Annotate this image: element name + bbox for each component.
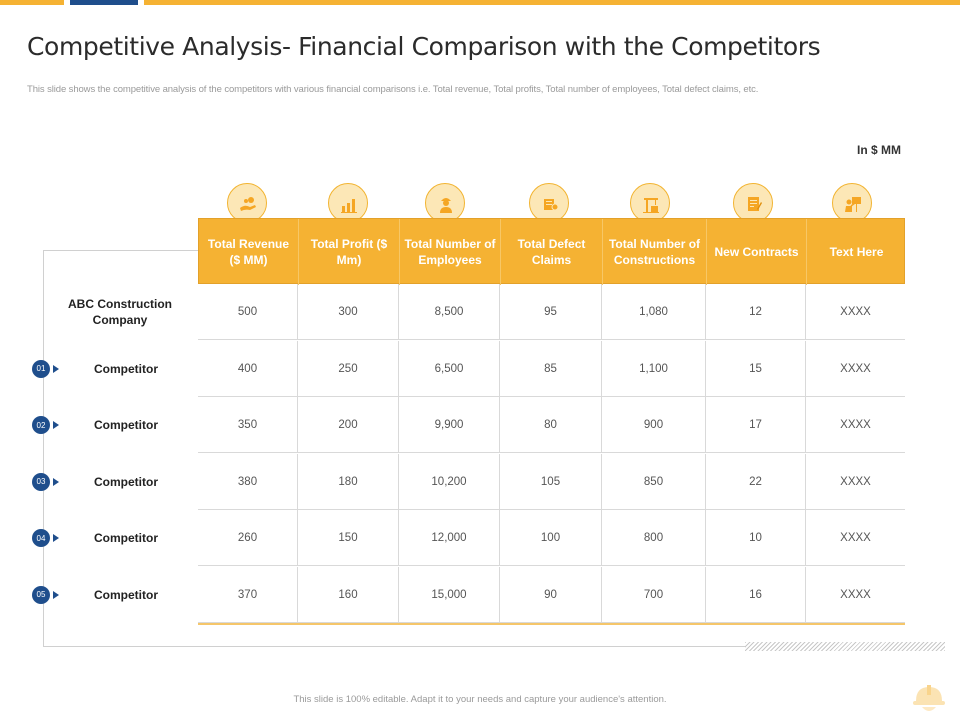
badge-arrow-icon (53, 534, 59, 542)
column-header: Total Defect Claims (501, 219, 603, 285)
table-cell: 370 (198, 567, 298, 623)
table-row (198, 341, 905, 397)
badge-arrow-icon (53, 365, 59, 373)
table-cell: 85 (500, 341, 602, 397)
table-cell: 150 (298, 510, 399, 566)
table-cell: 8,500 (399, 284, 500, 340)
table-cell: 12,000 (399, 510, 500, 566)
table-row (198, 284, 905, 340)
table-cell: 17 (706, 397, 806, 453)
table-cell: 9,900 (399, 397, 500, 453)
table-cell: XXXX (840, 588, 871, 601)
defect-claims-icon (529, 183, 569, 223)
table-cell: 1,080 (602, 284, 706, 340)
table-row (198, 510, 905, 566)
hardhat-watermark-icon (908, 677, 950, 719)
table-cell: 800 (602, 510, 706, 566)
table-cell: XXXX (840, 419, 871, 431)
column-header: Total Profit ($ Mm) (299, 219, 400, 285)
row-number-badge: 03 (32, 473, 50, 491)
table-cell: 300 (298, 284, 399, 340)
construction-crane-icon (630, 183, 670, 223)
table-cell: 180 (298, 454, 399, 510)
contract-document-icon (733, 183, 773, 223)
table-cell: 380 (198, 454, 298, 510)
table-cell: XXXX (840, 362, 871, 375)
presenter-icon (832, 183, 872, 223)
row-number-badge: 02 (32, 416, 50, 434)
table-cell: XXXX (840, 532, 871, 544)
badge-arrow-icon (53, 591, 59, 599)
unit-label: In $ MM (857, 143, 901, 157)
bottom-divider (198, 646, 745, 647)
employee-icon (425, 183, 465, 223)
table-cell: 15 (706, 341, 806, 397)
badge-arrow-icon (53, 478, 59, 486)
table-cell: 10 (706, 510, 806, 566)
row-label: Competitor (94, 418, 158, 433)
table-cell: 22 (706, 454, 806, 510)
table-cell: 95 (500, 284, 602, 340)
column-header: Total Number of Constructions (603, 219, 707, 285)
table-cell: XXXX (840, 306, 871, 318)
table-cell: 260 (198, 510, 298, 566)
table-cell: 15,000 (399, 567, 500, 623)
table-cell: 16 (706, 567, 806, 623)
profit-chart-icon (328, 183, 368, 223)
row-label: Competitor (94, 587, 158, 602)
revenue-icon (227, 183, 267, 223)
table-cell: 250 (298, 341, 399, 397)
row-number-badge: 04 (32, 529, 50, 547)
hatch-decoration (745, 642, 945, 651)
table-cell: XXXX (840, 475, 871, 488)
table-cell: 105 (500, 454, 602, 510)
table-cell: 700 (602, 567, 706, 623)
table-cell: 1,100 (602, 341, 706, 397)
row-number-badge: 01 (32, 360, 50, 378)
table-row (198, 454, 905, 510)
table-cell: 12 (706, 284, 806, 340)
table-header (198, 218, 905, 284)
footer-note: This slide is 100% editable. Adapt it to your needs and capture your audience's attention. (293, 694, 667, 705)
table-cell: 160 (298, 567, 399, 623)
row-label: Competitor (94, 531, 158, 546)
table-cell: 100 (500, 510, 602, 566)
table-cell: 900 (602, 397, 706, 453)
row-label: ABC Construction Company (68, 297, 172, 328)
slide-subtitle: This slide shows the competitive analysis of the competitors with various financial comparisons i.e. Total revenue, Total profits, Total number of employees, Total defect claims, etc. (27, 84, 759, 95)
column-header: New Contracts (707, 219, 807, 285)
table-cell: 80 (500, 397, 602, 453)
table-cell: 400 (198, 341, 298, 397)
table-row (198, 397, 905, 453)
table-cell: 90 (500, 567, 602, 623)
table-cell: 200 (298, 397, 399, 453)
table-cell: 350 (198, 397, 298, 453)
table-cell: 6,500 (399, 341, 500, 397)
column-header: Total Revenue ($ MM) (199, 219, 299, 285)
top-accent-bar (0, 0, 960, 5)
slide-title: Competitive Analysis- Financial Comparison with the Competitors (27, 32, 821, 61)
table-cell: 500 (198, 284, 298, 340)
table-cell: 10,200 (399, 454, 500, 510)
column-header: Text Here (829, 245, 884, 259)
table-row (198, 567, 905, 623)
badge-arrow-icon (53, 421, 59, 429)
table-cell: 850 (602, 454, 706, 510)
row-label: Competitor (94, 361, 158, 376)
row-number-badge: 05 (32, 586, 50, 604)
row-label: Competitor (94, 474, 158, 489)
table-bottom-accent (198, 623, 905, 625)
column-header: Total Number of Employees (400, 219, 501, 285)
